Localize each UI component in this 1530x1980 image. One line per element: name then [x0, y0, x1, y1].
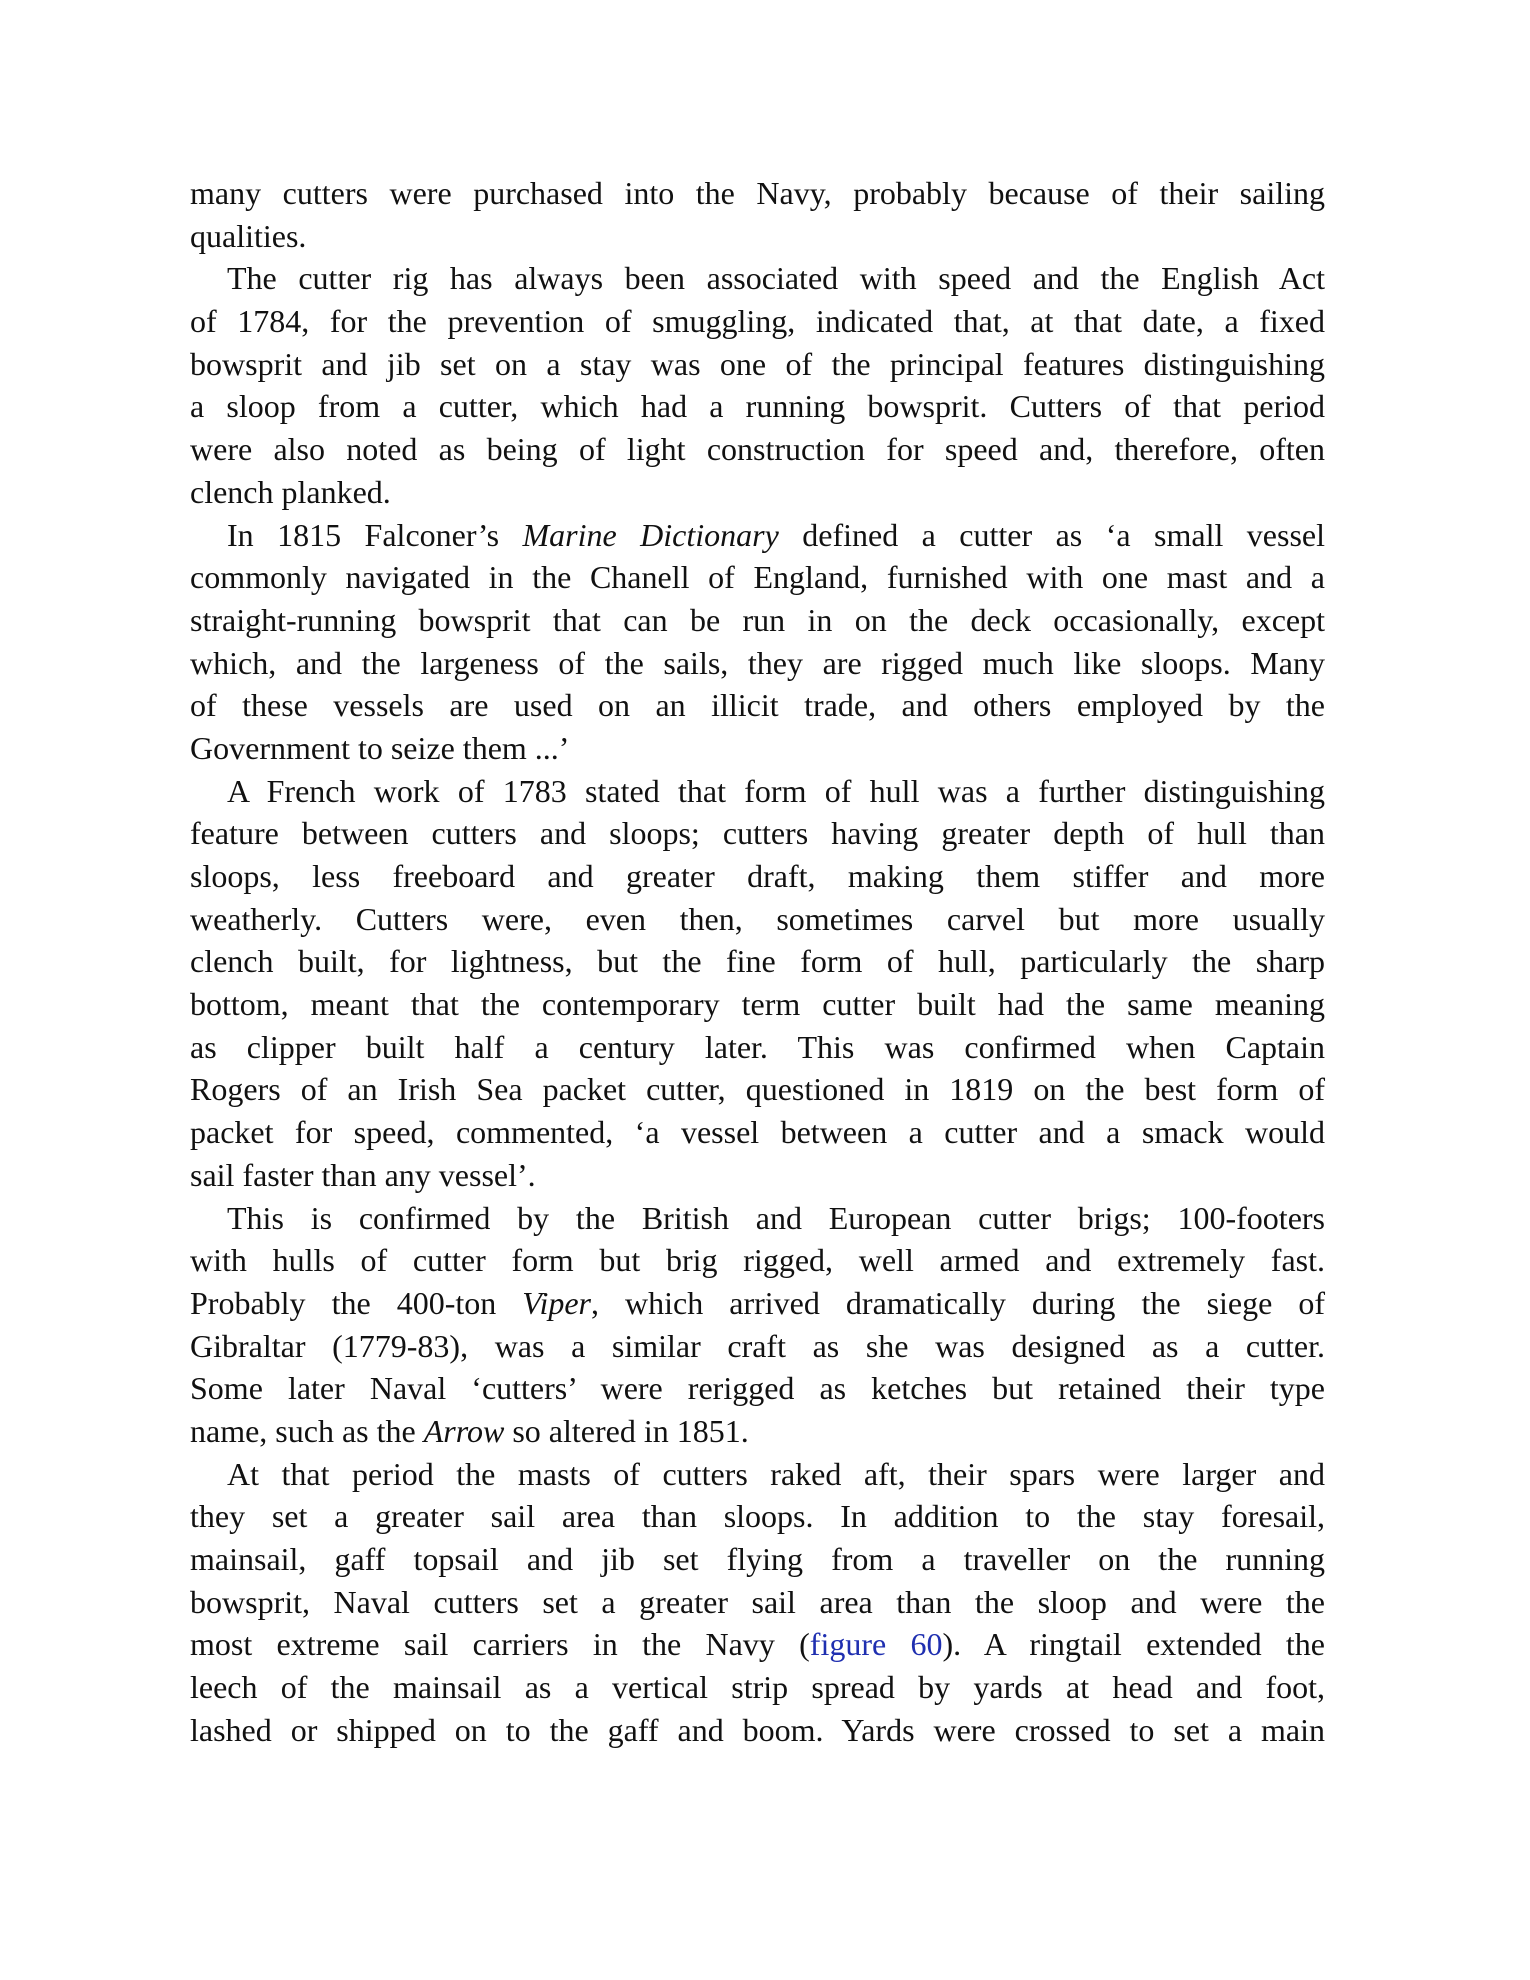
text-run: At that period the masts of cutters raked aft, their spars were larger and: [227, 1455, 1325, 1492]
text-run: ). A ringtail extended the: [942, 1626, 1325, 1663]
text-line: [190, 1282, 1325, 1325]
text-line: [190, 1154, 1325, 1197]
text-line: [190, 385, 1325, 428]
text-line: [190, 1197, 1325, 1240]
text-run: leech of the mainsail as a vertical strip spread by yards at head and foot,: [190, 1669, 1325, 1706]
text-line: [190, 1666, 1325, 1709]
text-run: bottom, meant that the contemporary term cutter built had the same meaning: [190, 986, 1325, 1023]
text-run: were also noted as being of light construction for speed and, therefore, often: [190, 431, 1325, 468]
text-line: [190, 1325, 1325, 1368]
text-run: , which arrived dramatically during the siege of: [591, 1284, 1325, 1321]
text-run: qualities.: [190, 217, 307, 254]
text-line: [190, 1367, 1325, 1410]
text-run: Gibraltar (1779-83), was a similar craft as she was designed as a cutter.: [190, 1327, 1325, 1364]
text-run: most extreme sail carriers in the Navy (: [190, 1626, 810, 1663]
text-line: [190, 1495, 1325, 1538]
text-line: [190, 940, 1325, 983]
text-run: clench planked.: [190, 473, 391, 510]
paragraph: [190, 514, 1325, 770]
text-line: [190, 1410, 1325, 1453]
text-line: [190, 983, 1325, 1026]
text-run: so altered in 1851.: [504, 1412, 749, 1449]
text-run: sail faster than any vessel’.: [190, 1156, 536, 1193]
page-body-text: [190, 172, 1325, 1751]
text-line: [190, 1111, 1325, 1154]
text-run: Government to seize them ...’: [190, 729, 570, 766]
text-line: [190, 1709, 1325, 1752]
text-run: name, such as the: [190, 1412, 424, 1449]
text-line: [190, 556, 1325, 599]
text-line: [190, 1068, 1325, 1111]
text-line: [190, 727, 1325, 770]
text-line: [190, 599, 1325, 642]
text-run: clench built, for lightness, but the fine form of hull, particularly the sharp: [190, 943, 1325, 980]
paragraph: [190, 257, 1325, 513]
text-line: [190, 642, 1325, 685]
figure-link[interactable]: figure 60: [809, 1626, 943, 1663]
text-run: sloops, less freeboard and greater draft, making them stiffer and more: [190, 858, 1325, 894]
text-run: packet for speed, commented, ‘a vessel between a cutter and a smack would: [190, 1114, 1325, 1151]
text-run: A French work of 1783 stated that form of hull was a further distinguishing: [227, 772, 1325, 809]
text-run: they set a greater sail area than sloops. In addition to the stay foresail,: [190, 1498, 1325, 1535]
paragraph: [190, 770, 1325, 1197]
text-run: with hulls of cutter form but brig rigged, well armed and extremely fast.: [190, 1242, 1325, 1279]
text-run: which, and the largeness of the sails, they are rigged much like sloops. Many: [190, 644, 1325, 681]
text-run: mainsail, gaff topsail and jib set flying from a traveller on the running: [190, 1541, 1325, 1577]
text-run: The cutter rig has always been associated with speed and the English Act: [227, 260, 1325, 297]
text-line: [190, 428, 1325, 471]
text-line: [190, 1623, 1325, 1666]
text-run: feature between cutters and sloops; cutters having greater depth of hull than: [190, 815, 1325, 852]
text-line: [190, 257, 1325, 300]
text-line: [190, 684, 1325, 727]
text-run: Some later Naval ‘cutters’ were rerigged as ketches but retained their type: [190, 1370, 1325, 1407]
italic-title: Arrow: [423, 1412, 505, 1449]
text-run: lashed or shipped on to the gaff and boom. Yards were crossed to set a main: [190, 1711, 1325, 1748]
text-line: [190, 812, 1325, 855]
text-line: [190, 1581, 1325, 1624]
text-run: as clipper built half a century later. This was confirmed when Captain: [190, 1028, 1325, 1065]
text-run: of 1784, for the prevention of smuggling, indicated that, at that date, a fixed: [190, 303, 1325, 340]
text-line: [190, 514, 1325, 557]
text-line: [190, 898, 1325, 941]
text-line: [190, 1453, 1325, 1496]
text-run: a sloop from a cutter, which had a running bowsprit. Cutters of that period: [190, 388, 1325, 425]
text-run: Rogers of an Irish Sea packet cutter, questioned in 1819 on the best form of: [190, 1071, 1325, 1108]
italic-title: Viper: [522, 1284, 591, 1321]
text-line: [190, 300, 1325, 343]
text-run: of these vessels are used on an illicit trade, and others employed by the: [190, 687, 1325, 724]
text-line: [190, 172, 1325, 215]
text-run: In 1815 Falconer’s: [227, 516, 523, 553]
text-run: commonly navigated in the Chanell of England, furnished with one mast and a: [190, 559, 1325, 596]
paragraph: [190, 172, 1325, 257]
text-run: This is confirmed by the British and European cutter brigs; 100-footers: [227, 1199, 1325, 1236]
paragraph: [190, 1197, 1325, 1453]
text-line: [190, 215, 1325, 258]
text-line: [190, 1538, 1325, 1581]
text-run: bowsprit and jib set on a stay was one of the principal features distinguishing: [190, 345, 1325, 382]
text-run: defined a cutter as ‘a small vessel: [778, 516, 1326, 553]
text-line: [190, 471, 1325, 514]
text-line: [190, 855, 1325, 898]
italic-title: Marine Dictionary: [522, 516, 779, 553]
text-line: [190, 770, 1325, 813]
text-line: [190, 343, 1325, 386]
text-line: [190, 1239, 1325, 1282]
text-run: bowsprit, Naval cutters set a greater sail area than the sloop and were the: [190, 1583, 1325, 1620]
paragraph: [190, 1453, 1325, 1752]
text-run: Probably the 400-ton: [190, 1284, 523, 1321]
text-line: [190, 1026, 1325, 1069]
text-run: straight-running bowsprit that can be run in on the deck occasionally, except: [190, 601, 1325, 638]
text-run: many cutters were purchased into the Navy, probably because of their sailing: [190, 175, 1325, 211]
text-run: weatherly. Cutters were, even then, sometimes carvel but more usually: [190, 900, 1325, 937]
